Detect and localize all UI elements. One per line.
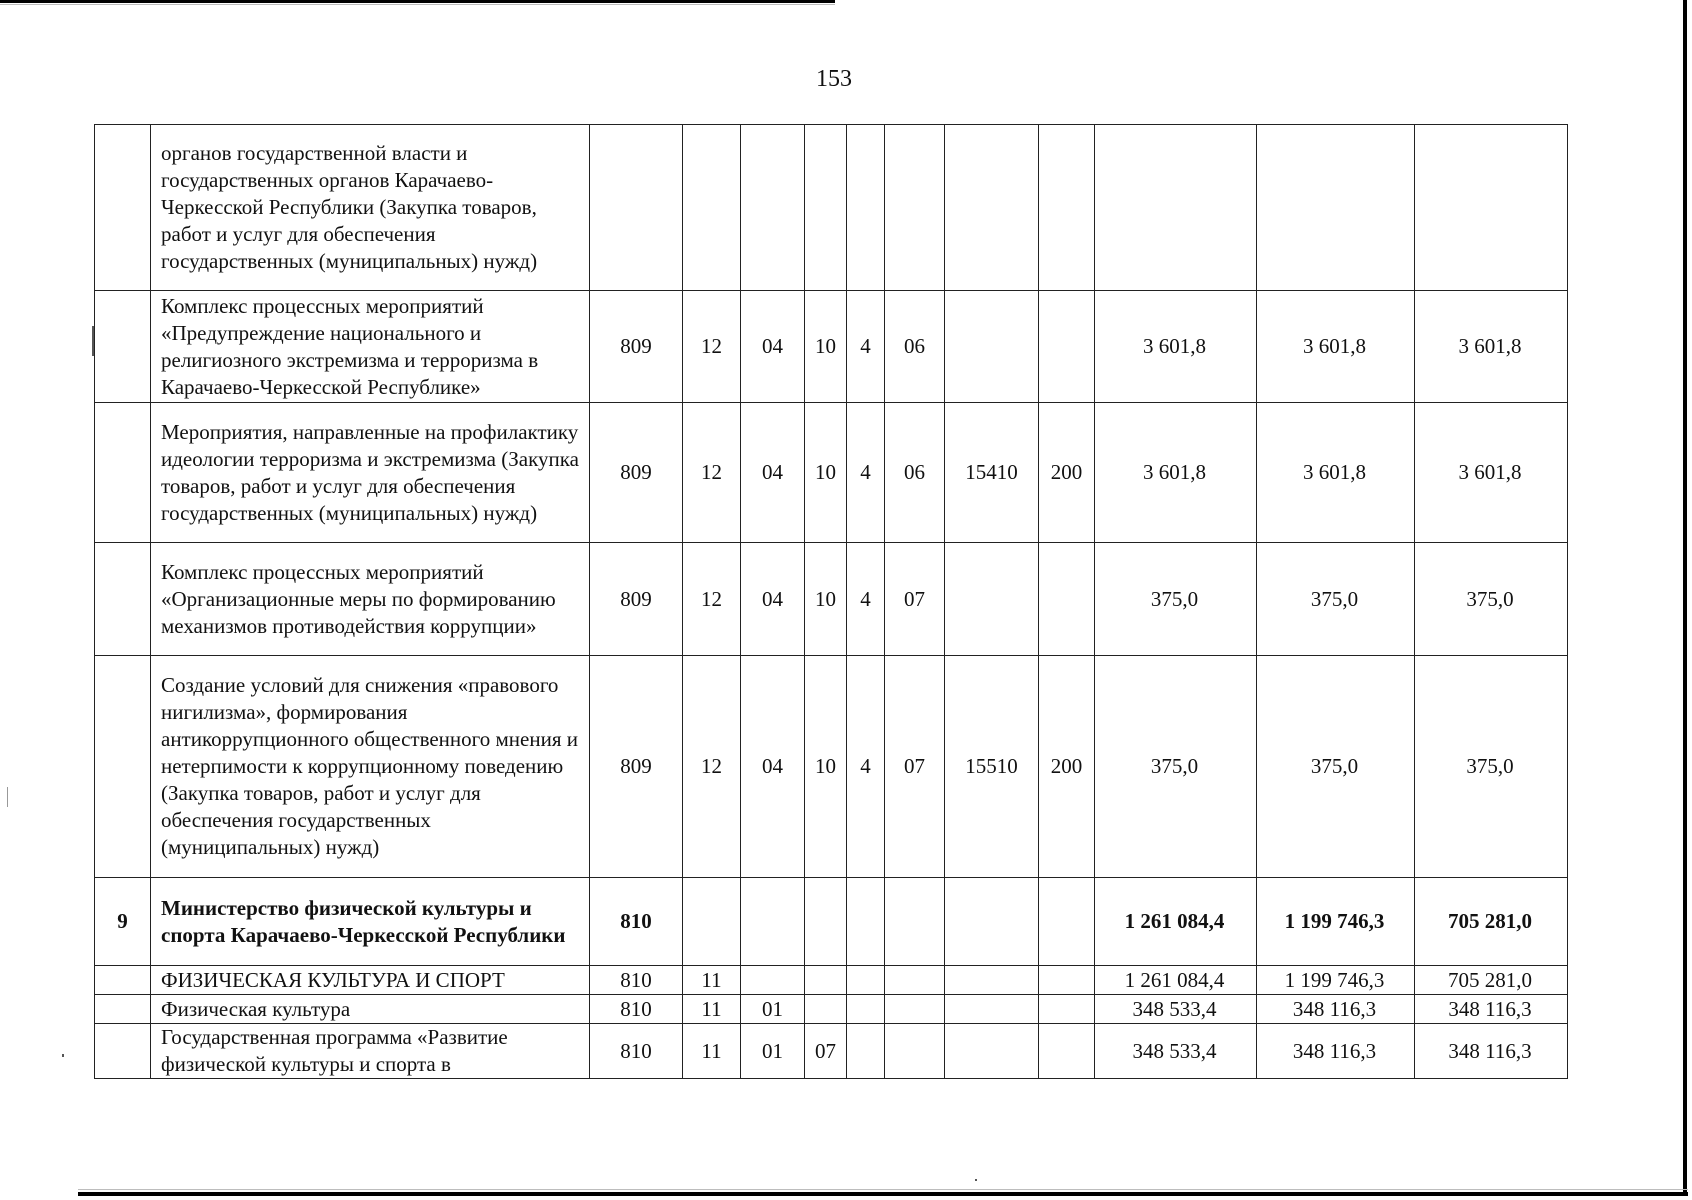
table-row (95, 125, 1568, 291)
budget-table (94, 124, 1568, 1079)
code-section: 12 (683, 291, 741, 403)
amount-year-1: 375,0 (1095, 543, 1257, 656)
code-direction (945, 543, 1039, 656)
code-expense-type (1039, 125, 1095, 291)
code-program: 10 (805, 543, 847, 656)
amount-year-2: 3 601,8 (1257, 291, 1415, 403)
amount-year-3 (1415, 125, 1568, 291)
row-name: Комплекс процессных мероприятий «Организационные меры по формированию механизмов противодействия коррупции» (151, 543, 590, 656)
amount-year-1: 348 533,4 (1095, 995, 1257, 1024)
table-row (95, 1024, 1568, 1079)
code-section: 12 (683, 403, 741, 543)
code-program: 07 (805, 1024, 847, 1079)
code-subsection: 04 (741, 656, 805, 878)
scan-edge-top (0, 0, 835, 3)
amount-year-2: 375,0 (1257, 656, 1415, 878)
code-subprogram-type: 4 (847, 291, 885, 403)
amount-year-2: 348 116,3 (1257, 995, 1415, 1024)
amount-year-3: 348 116,3 (1415, 1024, 1568, 1079)
code-subprogram (885, 1024, 945, 1079)
scan-edge-top-faint (0, 4, 835, 5)
code-section: 11 (683, 995, 741, 1024)
code-subprogram-type (847, 878, 885, 966)
code-direction (945, 878, 1039, 966)
code-direction: 15410 (945, 403, 1039, 543)
amount-year-1: 348 533,4 (1095, 1024, 1257, 1079)
amount-year-2: 348 116,3 (1257, 1024, 1415, 1079)
code-program (805, 966, 847, 995)
code-section: 12 (683, 543, 741, 656)
code-section (683, 125, 741, 291)
code-program (805, 125, 847, 291)
code-direction (945, 125, 1039, 291)
code-subsection: 04 (741, 403, 805, 543)
code-direction: 15510 (945, 656, 1039, 878)
amount-year-1: 3 601,8 (1095, 291, 1257, 403)
code-expense-type (1039, 966, 1095, 995)
scan-mark (7, 787, 8, 807)
code-subprogram: 07 (885, 543, 945, 656)
code-ministry: 810 (590, 878, 683, 966)
code-section: 11 (683, 1024, 741, 1079)
row-name: Министерство физической культуры и спорта Карачаево-Черкесской Республики (151, 878, 590, 966)
code-program: 10 (805, 403, 847, 543)
code-subprogram (885, 878, 945, 966)
code-ministry: 810 (590, 966, 683, 995)
code-program: 10 (805, 291, 847, 403)
amount-year-1: 1 261 084,4 (1095, 878, 1257, 966)
code-ministry: 810 (590, 995, 683, 1024)
code-section: 11 (683, 966, 741, 995)
code-expense-type: 200 (1039, 403, 1095, 543)
code-section: 12 (683, 656, 741, 878)
code-subprogram (885, 125, 945, 291)
row-name: ФИЗИЧЕСКАЯ КУЛЬТУРА И СПОРТ (151, 966, 590, 995)
amount-year-3: 375,0 (1415, 543, 1568, 656)
row-number (95, 1024, 151, 1079)
amount-year-3: 705 281,0 (1415, 966, 1568, 995)
amount-year-2: 1 199 746,3 (1257, 878, 1415, 966)
code-expense-type (1039, 878, 1095, 966)
amount-year-2: 3 601,8 (1257, 403, 1415, 543)
table-body (95, 125, 1568, 1079)
amount-year-1 (1095, 125, 1257, 291)
code-subprogram-type (847, 125, 885, 291)
code-subprogram-type (847, 995, 885, 1024)
code-subprogram: 06 (885, 403, 945, 543)
amount-year-2 (1257, 125, 1415, 291)
code-section (683, 878, 741, 966)
row-name: органов государственной власти и государственных органов Карачаево-Черкесской Республики (Закупка товаров, работ и услуг для обеспечения государственных (муниципальных) нужд) (151, 125, 590, 291)
code-ministry (590, 125, 683, 291)
row-number (95, 966, 151, 995)
amount-year-1: 375,0 (1095, 656, 1257, 878)
amount-year-1: 1 261 084,4 (1095, 966, 1257, 995)
code-expense-type (1039, 543, 1095, 656)
code-subprogram-type (847, 1024, 885, 1079)
code-direction (945, 291, 1039, 403)
code-ministry: 809 (590, 403, 683, 543)
code-subprogram (885, 966, 945, 995)
row-number (95, 403, 151, 543)
scan-mark (975, 1179, 977, 1181)
code-subsection (741, 878, 805, 966)
code-direction (945, 1024, 1039, 1079)
scan-edge-bottom (78, 1192, 1688, 1196)
code-subprogram-type: 4 (847, 543, 885, 656)
table-row (95, 966, 1568, 995)
code-program: 10 (805, 656, 847, 878)
amount-year-3: 705 281,0 (1415, 878, 1568, 966)
row-number (95, 291, 151, 403)
row-number (95, 543, 151, 656)
table-row (95, 656, 1568, 878)
page-number: 153 (816, 66, 852, 92)
amount-year-3: 3 601,8 (1415, 291, 1568, 403)
code-ministry: 810 (590, 1024, 683, 1079)
code-subprogram-type: 4 (847, 656, 885, 878)
amount-year-3: 348 116,3 (1415, 995, 1568, 1024)
scan-edge-bottom-faint (78, 1189, 1688, 1190)
code-expense-type: 200 (1039, 656, 1095, 878)
code-subprogram-type (847, 966, 885, 995)
code-subprogram: 06 (885, 291, 945, 403)
code-subprogram-type: 4 (847, 403, 885, 543)
code-subprogram: 07 (885, 656, 945, 878)
row-number (95, 656, 151, 878)
code-expense-type (1039, 291, 1095, 403)
table-row (95, 878, 1568, 966)
amount-year-2: 1 199 746,3 (1257, 966, 1415, 995)
amount-year-3: 375,0 (1415, 656, 1568, 878)
table-row (95, 995, 1568, 1024)
amount-year-2: 375,0 (1257, 543, 1415, 656)
code-program (805, 995, 847, 1024)
code-subsection: 04 (741, 291, 805, 403)
scan-edge-right (1683, 0, 1687, 1196)
table-row (95, 291, 1568, 403)
row-number (95, 125, 151, 291)
code-ministry: 809 (590, 291, 683, 403)
row-name: Государственная программа «Развитие физической культуры и спорта в (151, 1024, 590, 1079)
code-ministry: 809 (590, 543, 683, 656)
amount-year-3: 3 601,8 (1415, 403, 1568, 543)
code-direction (945, 966, 1039, 995)
row-name: Создание условий для снижения «правового нигилизма», формирования антикоррупционного общественного мнения и нетерпимости к коррупционному поведению (Закупка товаров, работ и услуг для обеспечения государственных (муниципальных) нужд) (151, 656, 590, 878)
amount-year-1: 3 601,8 (1095, 403, 1257, 543)
row-name: Комплекс процессных мероприятий «Предупреждение национального и религиозного экстремизма и терроризма в Карачаево-Черкесской Республике» (151, 291, 590, 403)
row-number: 9 (95, 878, 151, 966)
code-expense-type (1039, 995, 1095, 1024)
table-row (95, 543, 1568, 656)
code-expense-type (1039, 1024, 1095, 1079)
code-subsection: 01 (741, 1024, 805, 1079)
code-ministry: 809 (590, 656, 683, 878)
table-row (95, 403, 1568, 543)
code-program (805, 878, 847, 966)
row-name: Физическая культура (151, 995, 590, 1024)
scan-mark (62, 1054, 64, 1057)
code-subsection: 01 (741, 995, 805, 1024)
row-name: Мероприятия, направленные на профилактику идеологии терроризма и экстремизма (Закупка товаров, работ и услуг для обеспечения государственных (муниципальных) нужд) (151, 403, 590, 543)
code-subprogram (885, 995, 945, 1024)
code-subsection (741, 966, 805, 995)
code-direction (945, 995, 1039, 1024)
code-subsection (741, 125, 805, 291)
code-subsection: 04 (741, 543, 805, 656)
row-number (95, 995, 151, 1024)
